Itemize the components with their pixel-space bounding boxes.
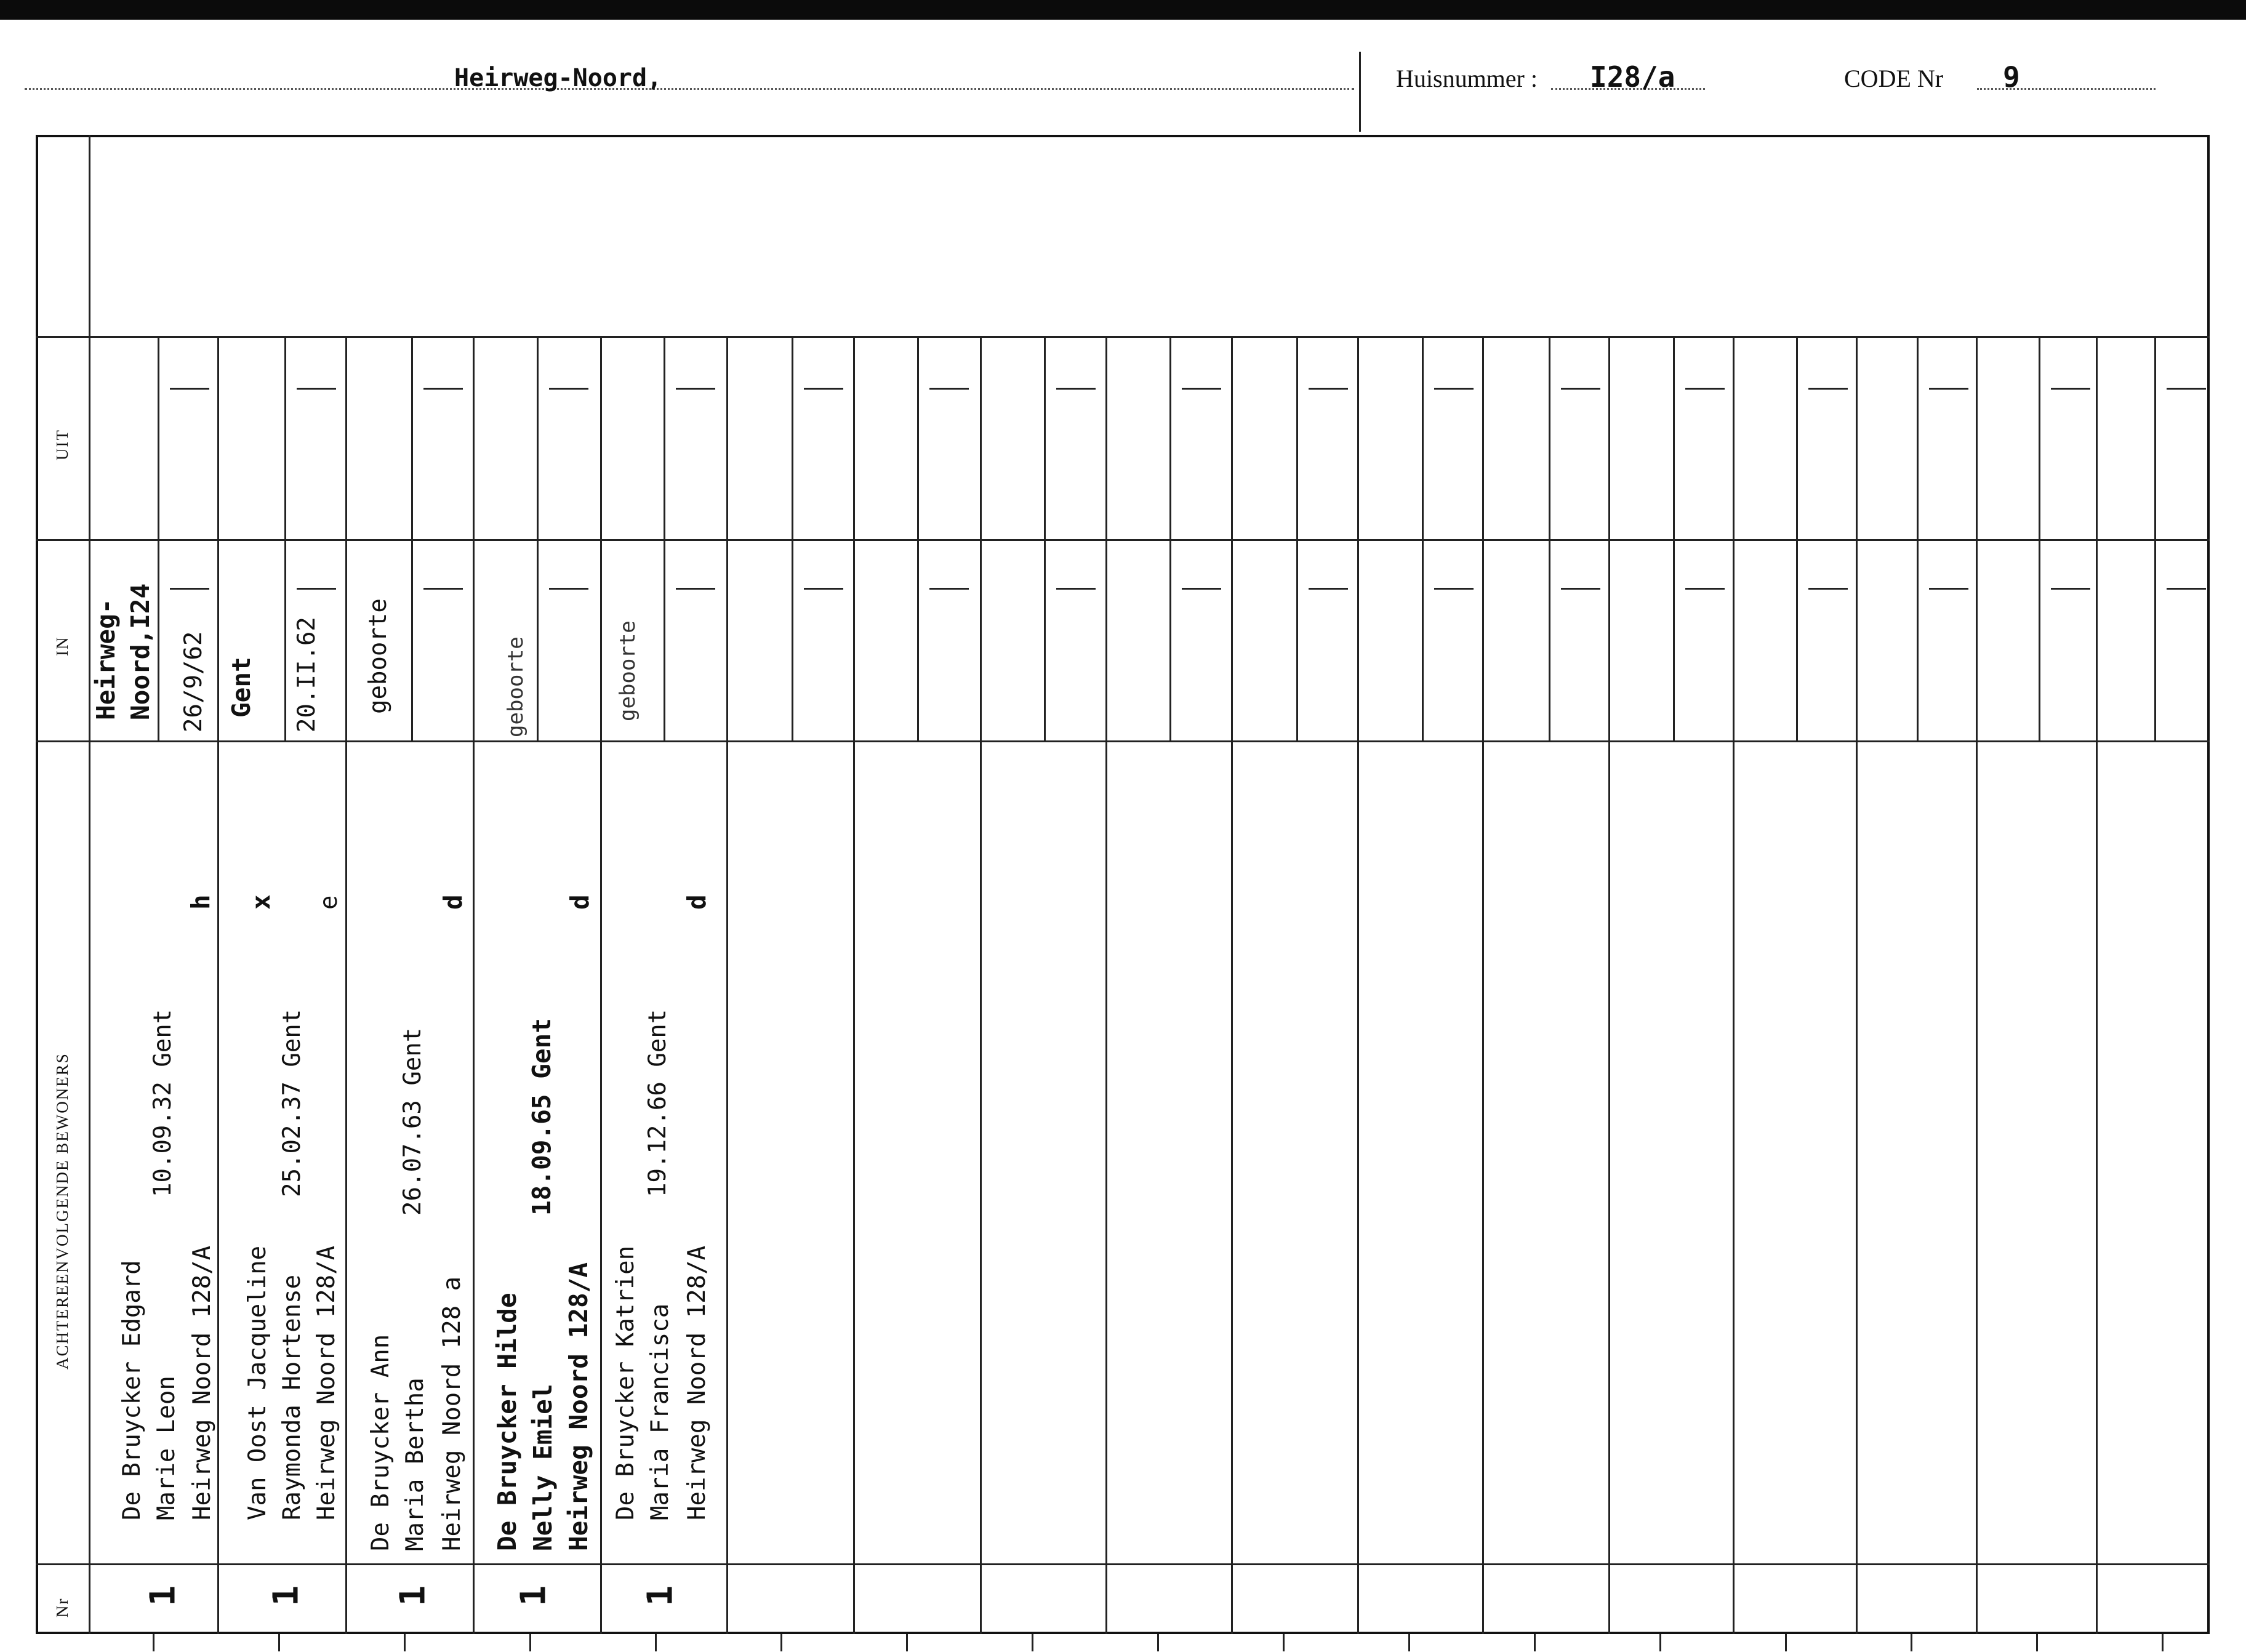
- resident-1-in-date: 26/9/62: [180, 631, 207, 732]
- column-divider: [853, 336, 855, 1634]
- resident-2-nr: 1: [266, 1585, 307, 1606]
- resident-3-birth: 26.07.63 Gent: [399, 1027, 427, 1216]
- half-column-divider: [1044, 336, 1046, 740]
- bottom-tick-mark: [906, 1634, 908, 1651]
- column-divider: [1856, 336, 1858, 1634]
- column-divider: [1733, 336, 1735, 1634]
- resident-5-birth: 19.12.66 Gent: [644, 1009, 672, 1197]
- resident-3-in-from: geboorte: [364, 598, 392, 714]
- blank-dash-mark: [2167, 588, 2206, 590]
- resident-1-in-from: Heirweg-: [91, 598, 121, 720]
- bottom-tick-mark: [1659, 1634, 1661, 1651]
- half-column-divider: [537, 336, 539, 740]
- half-column-divider: [158, 336, 159, 740]
- resident-4-name2: Nelly Emiel: [528, 1384, 558, 1551]
- resident-5-in-from: geboorte: [616, 620, 640, 721]
- resident-2-name1: Van Oost Jacqueline: [244, 1245, 271, 1520]
- blank-dash-mark: [1434, 388, 1474, 390]
- blank-dash-mark: [423, 388, 463, 390]
- bottom-tick-mark: [1032, 1634, 1033, 1651]
- resident-1-in-from2: Noord,I24: [126, 583, 155, 720]
- code-value: 9: [2003, 60, 2020, 94]
- blank-dash-mark: [2051, 588, 2090, 590]
- blank-dash-mark: [676, 588, 715, 590]
- blank-dash-mark: [676, 388, 715, 390]
- label-column-divider: [89, 135, 90, 1634]
- bottom-tick-mark: [1911, 1634, 1912, 1651]
- blank-dash-mark: [804, 388, 843, 390]
- half-column-divider: [2154, 336, 2156, 740]
- resident-4-address: Heirweg Noord 128/A: [564, 1262, 593, 1551]
- in-bewoners-divider: [36, 740, 2210, 742]
- blank-dash-mark: [1929, 388, 1968, 390]
- street-name: Heirweg-Noord,: [454, 64, 662, 92]
- register-frame: [36, 135, 2210, 1634]
- blank-dash-mark: [549, 588, 588, 590]
- bottom-tick-mark: [1408, 1634, 1410, 1651]
- column-divider: [1482, 336, 1484, 1634]
- column-divider: [473, 336, 475, 1634]
- bottom-tick-mark: [2162, 1634, 2164, 1651]
- code-label: CODE Nr: [1844, 65, 1944, 92]
- resident-4-in-from: geboorte: [503, 636, 528, 737]
- blank-dash-mark: [170, 388, 209, 390]
- uit-label: UIT: [53, 429, 71, 460]
- blank-dash-mark: [2051, 388, 2090, 390]
- resident-5-name1: De Bruycker Katrien: [612, 1245, 640, 1520]
- blank-dash-mark: [1561, 588, 1600, 590]
- blank-dash-mark: [1056, 388, 1096, 390]
- column-divider: [217, 336, 219, 1634]
- blank-dash-mark: [1056, 588, 1096, 590]
- bottom-tick-mark: [1785, 1634, 1787, 1651]
- column-divider: [980, 336, 982, 1634]
- bottom-tick-mark: [1534, 1634, 1536, 1651]
- bottom-tick-mark: [655, 1634, 657, 1651]
- bottom-tick-mark: [404, 1634, 406, 1651]
- blank-dash-mark: [804, 588, 843, 590]
- top-section-divider: [36, 336, 2210, 338]
- resident-4-nr: 1: [513, 1585, 554, 1606]
- column-divider: [600, 336, 602, 1634]
- nr-label: Nr: [53, 1597, 71, 1618]
- blank-dash-mark: [297, 388, 336, 390]
- header-separator: [1359, 52, 1361, 132]
- bottom-tick-mark: [529, 1634, 531, 1651]
- blank-dash-mark: [1808, 388, 1848, 390]
- resident-1-birth: 10.09.32 Gent: [149, 1009, 177, 1197]
- blank-dash-mark: [1434, 588, 1474, 590]
- column-divider: [1231, 336, 1233, 1634]
- resident-3-name1: De Bruycker Ann: [367, 1334, 395, 1551]
- resident-2-address: Heirweg Noord 128/A: [313, 1245, 340, 1520]
- blank-dash-mark: [549, 388, 588, 390]
- half-column-divider: [1796, 336, 1798, 740]
- resident-4-name1: De Bruycker Hilde: [492, 1293, 522, 1551]
- half-column-divider: [284, 336, 286, 740]
- huisnummer-label: Huisnummer :: [1396, 65, 1538, 92]
- resident-5-code: d: [682, 894, 712, 910]
- blank-dash-mark: [1561, 388, 1600, 390]
- resident-3-code: d: [438, 894, 468, 910]
- blank-dash-mark: [1182, 588, 1221, 590]
- resident-3-address: Heirweg Noord 128 a: [438, 1276, 466, 1551]
- blank-dash-mark: [929, 588, 969, 590]
- resident-4-birth: 18.09.65 Gent: [527, 1018, 556, 1216]
- blank-dash-mark: [1685, 588, 1725, 590]
- resident-2-code: x: [246, 894, 276, 910]
- column-divider: [2096, 336, 2098, 1634]
- half-column-divider: [1169, 336, 1171, 740]
- half-column-divider: [1296, 336, 1298, 740]
- resident-2-name2: Raymonda Hortense: [278, 1274, 306, 1520]
- huisnummer-value: I28/a: [1590, 60, 1675, 94]
- resident-2-birth: 25.02.37 Gent: [278, 1009, 306, 1197]
- resident-1-code: h: [186, 894, 215, 910]
- resident-5-nr: 1: [640, 1585, 681, 1606]
- blank-dash-mark: [1929, 588, 1968, 590]
- blank-dash-mark: [297, 588, 336, 590]
- bewoners-label: ACHTEREENVOLGENDE BEWONERS: [53, 1053, 71, 1369]
- blank-dash-mark: [929, 388, 969, 390]
- blank-dash-mark: [1309, 388, 1348, 390]
- blank-dash-mark: [1685, 388, 1725, 390]
- column-divider: [1608, 336, 1610, 1634]
- street-dotted-line: [25, 88, 1354, 90]
- column-divider: [1105, 336, 1107, 1634]
- resident-2-code2: e: [315, 895, 343, 910]
- bottom-tick-mark: [278, 1634, 280, 1651]
- resident-3-nr: 1: [393, 1585, 433, 1606]
- blank-dash-mark: [1182, 388, 1221, 390]
- column-divider: [345, 336, 347, 1634]
- column-divider: [1357, 336, 1359, 1634]
- resident-4-code: d: [565, 894, 595, 910]
- resident-1-nr: 1: [143, 1585, 183, 1606]
- resident-5-name2: Maria Francisca: [646, 1303, 674, 1520]
- resident-1-address: Heirweg Noord 128/A: [188, 1245, 216, 1520]
- half-column-divider: [917, 336, 919, 740]
- column-divider: [726, 336, 728, 1634]
- bottom-tick-mark: [1157, 1634, 1159, 1651]
- resident-1-name1: De Bruycker Edgard: [118, 1260, 146, 1520]
- half-column-divider: [2039, 336, 2040, 740]
- bottom-tick-mark: [2036, 1634, 2038, 1651]
- half-column-divider: [792, 336, 793, 740]
- blank-dash-mark: [170, 588, 209, 590]
- in-label: IN: [53, 636, 71, 656]
- blank-dash-mark: [1808, 588, 1848, 590]
- resident-5-address: Heirweg Noord 128/A: [683, 1245, 711, 1520]
- bewoners-nr-divider: [36, 1563, 2210, 1565]
- resident-3-name2: Maria Bertha: [401, 1377, 429, 1551]
- half-column-divider: [664, 336, 665, 740]
- resident-2-in-date: 20.II.62: [293, 617, 321, 732]
- bottom-tick-mark: [1283, 1634, 1285, 1651]
- column-divider: [1976, 336, 1978, 1634]
- resident-2-in-from: Gent: [227, 657, 256, 718]
- uit-in-divider: [36, 539, 2210, 541]
- blank-dash-mark: [2167, 388, 2206, 390]
- bottom-tick-mark: [153, 1634, 154, 1651]
- resident-1-name2: Marie Leon: [153, 1376, 180, 1520]
- half-column-divider: [1422, 336, 1424, 740]
- top-dark-band: [0, 0, 2246, 20]
- half-column-divider: [411, 336, 413, 740]
- half-column-divider: [1917, 336, 1919, 740]
- blank-dash-mark: [423, 588, 463, 590]
- bottom-tick-mark: [780, 1634, 782, 1651]
- blank-dash-mark: [1309, 588, 1348, 590]
- half-column-divider: [1673, 336, 1675, 740]
- half-column-divider: [1549, 336, 1550, 740]
